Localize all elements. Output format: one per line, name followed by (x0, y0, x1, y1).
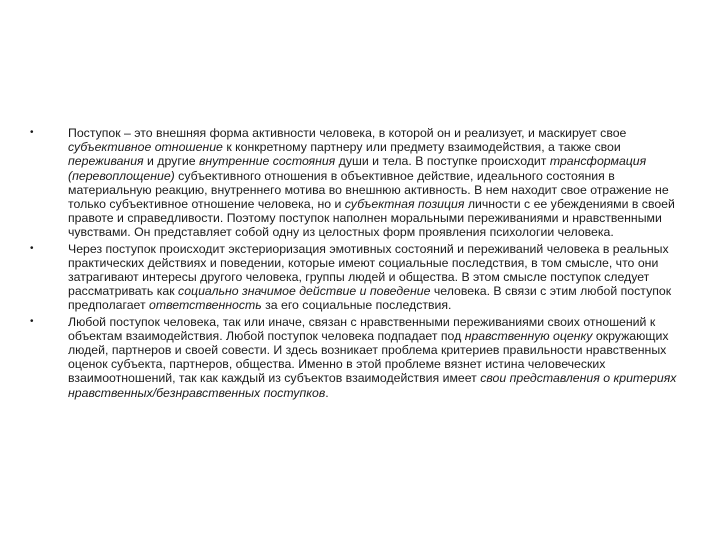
paragraph-text (68, 126, 675, 239)
text-segment: личности с ее убеждениями в своей правоте и справедливости. Поэтому поступок наполнен моральными переживаниями и нравственными чувствами. Он представляет собой одну из целостных форм проявления психологии человека. (68, 197, 675, 240)
list-item (30, 126, 680, 240)
emphasis-text: субъективное отношение (68, 140, 223, 155)
bullet-icon: • (30, 127, 34, 138)
text-segment: субъективного отношения в объективное действие, идеального состояния в материальную реакцию, внутреннего мотива во внешнюю активность. В нем находит свое отражение не только субъективное отношение человека, но и (68, 168, 669, 212)
emphasis-text: трансформация (перевоплощение) (68, 154, 647, 183)
text-segment: человека. В связи с этим любой поступок предполагает (68, 284, 672, 313)
text-segment: за его социальные последствия. (261, 298, 452, 313)
bullet-icon: • (30, 242, 34, 254)
text-segment: Через поступок происходит экстериоризация эмотивных состояний и переживаний человека в реальных практических действиях и поведении, которые имеют социальные последствия, в том смысле, что они затрагивают интересы другого человека, группы людей и общества. В этом смысле поступок следует рассматривать как (68, 241, 669, 299)
emphasis-text: социально значимое действие и поведение (178, 284, 431, 299)
text-segment: окружающих людей, партнеров и своей совести. И здесь возникает проблема критериев правильности нравственных оценок субъекта, партнеров, общества. Именно в этой проблеме вязнет истина человеческих взаимоотношений, так как каждый из субъектов взаимодействия имеет (68, 328, 669, 386)
emphasis-text: ответственность (149, 298, 262, 313)
text-segment: . (325, 385, 329, 400)
list-item (30, 242, 680, 313)
text-segment: души и тела. В поступке происходит (335, 154, 550, 169)
emphasis-text: субъектная позиция (344, 197, 465, 212)
emphasis-text: внутренние состояния (198, 154, 336, 169)
text-segment: Любой поступок человека, так или иначе, связан с нравственными переживаниями своих отношений к объектам взаимодействия. Любой поступок человека подпадает под (68, 314, 656, 343)
paragraph-text (68, 242, 671, 313)
bullet-list (30, 126, 680, 402)
bullet-icon: • (30, 315, 34, 327)
emphasis-text: нравственную оценку (464, 328, 593, 343)
list-item (30, 315, 680, 400)
text-segment: и другие (143, 154, 199, 169)
paragraph-text (68, 315, 676, 400)
text-segment: Поступок – это внешняя форма активности человека, в которой он и реализует, и маскирует свое (68, 126, 627, 140)
emphasis-text: переживания (68, 154, 144, 169)
emphasis-text: свои представления о критериях нравственных/безнравственных поступков (68, 371, 677, 400)
text-segment: к конкретному партнеру или предмету взаимодействия, а также свои (222, 140, 621, 155)
